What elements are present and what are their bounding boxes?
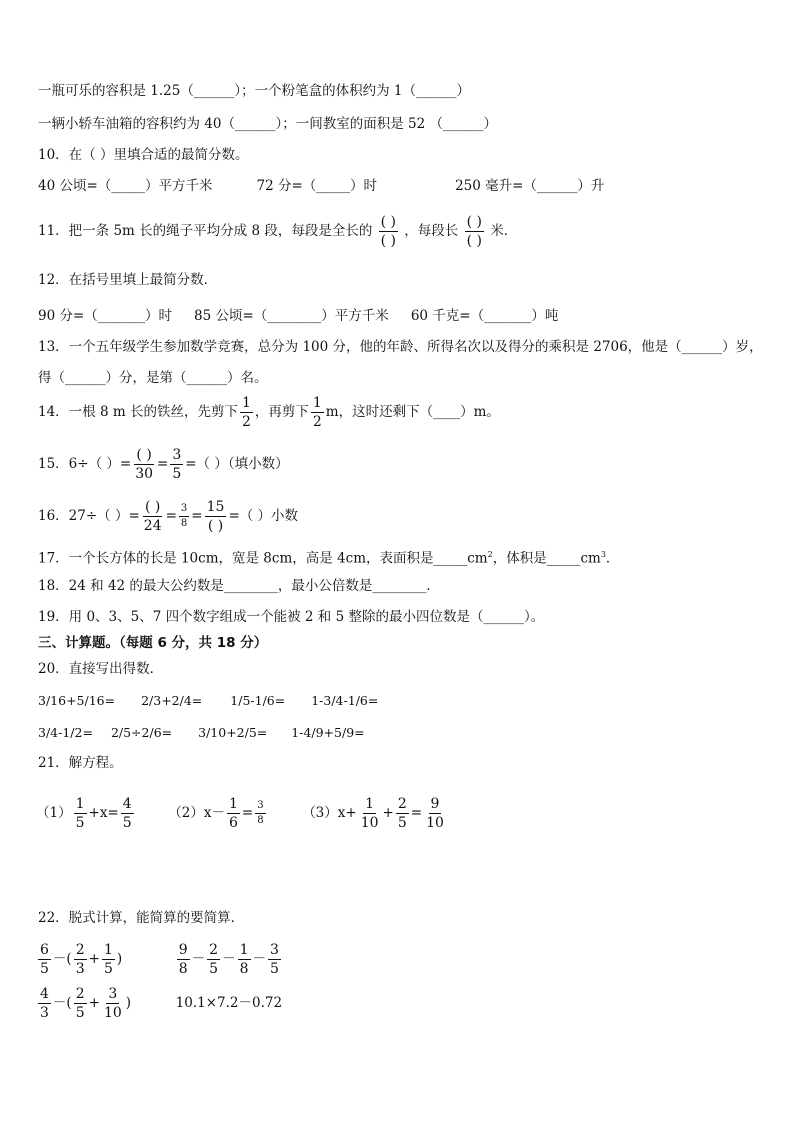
q14-unit: m: [325, 404, 339, 420]
q22-c-close: ): [125, 995, 132, 1011]
q11-fraction-1: $\frac{( )}{( )}$: [380, 214, 396, 249]
q22-c-frac-1: $\frac{4}{3}$: [40, 986, 49, 1021]
q21-equations: [36, 797, 448, 830]
q11: [38, 215, 517, 248]
q22-expr-a: [36, 942, 126, 977]
q13-line2: 得（______）分，是第（______）名。: [38, 370, 268, 386]
q10-title: 10．在（ ）里填合适的最简分数。: [38, 147, 249, 163]
q22-b-op: －: [252, 951, 266, 967]
q22-expr-b: [175, 942, 283, 977]
q21-eq1-frac-a: $\frac{1}{5}$: [75, 796, 85, 831]
q15-fraction-1: $\frac{( )}{30}$: [135, 447, 154, 482]
q21-eq3-frac-c: $\frac{9}{10}$: [426, 796, 444, 831]
q21-eq3: [302, 796, 448, 831]
q20-row-1: [38, 692, 378, 710]
q22-a-frac-1: $\frac{6}{5}$: [40, 942, 49, 977]
q21-eq1-frac-b: $\frac{4}{5}$: [122, 796, 132, 831]
q11-fraction-2: $\frac{( )}{( )}$: [466, 214, 482, 249]
q15-suffix: =（ ）（填小数）: [185, 456, 289, 472]
q11-suffix: 米．: [490, 223, 518, 239]
q22-a-op2: +: [88, 951, 100, 967]
q12-item-2: 85 公顷=（________）平方千米: [194, 308, 389, 324]
q16-fraction-3: $\frac{15}{( )}$: [206, 499, 225, 534]
q21-eq1-label: （1）: [36, 805, 72, 821]
q17-mid: ，体积是_____cm: [492, 550, 601, 567]
q14-prefix: 14．一根 8 m 长的铁丝，先剪下: [38, 404, 238, 420]
q20-expr: 1-4/9+5/9=: [291, 725, 365, 740]
q22-b-op: －: [191, 951, 206, 967]
q20-title: 20．直接写出得数．: [38, 661, 164, 677]
q22-a-close: ): [116, 951, 123, 967]
q11-mid: ，每段长: [404, 223, 459, 239]
q21-eq1: [36, 796, 140, 831]
q22-c-frac-2: $\frac{2}{5}$: [75, 986, 85, 1021]
q14-mid: ，再剪下: [254, 404, 309, 420]
q16-prefix: 16．27÷（ ）=: [38, 508, 140, 524]
q12-title: 12．在括号里填上最简分数．: [38, 272, 218, 288]
q22-a-frac-3: $\frac{1}{5}$: [103, 942, 113, 977]
q14: [38, 396, 500, 429]
q17-text: 17．一个长方体的长是 10cm，宽是 8cm，高是 4cm，表面积是_____cm: [38, 550, 488, 567]
q19: 19．用 0、3、5、7 四个数字组成一个能被 2 和 5 整除的最小四位数是（______）。: [38, 609, 545, 625]
q16-fraction-1: $\frac{( )}{24}$: [143, 499, 162, 534]
q21-eq2-eq: =: [241, 805, 254, 821]
q21-eq2-frac-a: $\frac{1}{6}$: [228, 796, 238, 831]
q21-eq1-mid: +x=: [88, 805, 119, 821]
q21-title: 21．解方程。: [38, 755, 123, 771]
q15-prefix: 15．6÷（ ）=: [38, 456, 132, 472]
q22-row-2: [36, 987, 282, 1020]
q16-suffix: =（ ）小数: [228, 508, 299, 524]
q18: 18．24 和 42 的最大公约数是________，最小公倍数是________．: [38, 578, 440, 594]
q22-expr-c: [36, 986, 135, 1021]
q22-b-frac-1: $\frac{9}{8}$: [178, 942, 188, 977]
q21-eq3-label: （3）x+: [302, 805, 357, 821]
q20-expr: 3/4-1/2=: [38, 725, 93, 740]
q17-sup-area: 2: [487, 550, 493, 559]
q15-eq: =: [157, 456, 169, 472]
q14-fraction-2: $\frac{1}{2}$: [312, 395, 322, 430]
q13-line1: 13．一个五年级学生参加数学竞赛，总分为 100 分，他的年龄、所得名次以及得分的乘积是 2706，他是（______）岁，: [38, 339, 763, 355]
q22-b-frac-3: $\frac{1}{8}$: [239, 942, 249, 977]
q14-fraction-1: $\frac{1}{2}$: [241, 395, 251, 430]
q22-row-1: [36, 943, 283, 976]
section-3-title: 三、计算题。（每题 6 分，共 18 分）: [38, 635, 268, 651]
q21-eq2-frac-b: $\frac{3}{8}$: [257, 800, 264, 826]
q15: [38, 448, 289, 481]
q17-end: ．: [605, 550, 620, 567]
q10-item-3: 250 毫升=（______）升: [455, 178, 605, 194]
q22-a-frac-2: $\frac{2}{3}$: [75, 942, 85, 977]
q17-sup-volume: 3: [600, 550, 606, 559]
q20-expr: 2/5÷2/6=: [110, 725, 173, 740]
q20-expr: 3/16+5/16=: [38, 693, 116, 708]
q22-b-frac-2: $\frac{2}{5}$: [209, 942, 219, 977]
q20-row-2: [38, 724, 365, 742]
q10-item-1: 40 公顷=（_____）平方千米: [38, 178, 213, 194]
q20-expr: 3/10+2/5=: [198, 725, 268, 740]
q22-expr-d: 10.1×7.2－0.72: [175, 995, 283, 1011]
q21-eq3-frac-a: $\frac{1}{10}$: [360, 796, 379, 831]
q15-fraction-2: $\frac{3}{5}$: [172, 447, 182, 482]
q22-c-frac-3: $\frac{3}{10}$: [103, 986, 122, 1021]
q22-b-frac-4: $\frac{3}{5}$: [270, 942, 279, 977]
q22-a-op1: －(: [52, 951, 72, 967]
q17: [38, 546, 619, 568]
q21-eq3-frac-b: $\frac{2}{5}$: [397, 796, 407, 831]
q20-expr: 1/5-1/6=: [230, 693, 286, 708]
q16-eq-1: =: [165, 508, 177, 524]
q12-item-1: 90 分=（_______）时: [38, 308, 173, 324]
q21-eq2-label: （2）x－: [168, 805, 225, 821]
q21-eq3-plus: +: [382, 805, 394, 821]
q10-items: [38, 177, 604, 195]
q12-items: [38, 307, 558, 325]
q12-item-3: 60 千克=（_______）吨: [410, 308, 559, 324]
q10-item-2: 72 分=（_____）时: [256, 178, 378, 194]
q16-fraction-2: $\frac{3}{8}$: [180, 503, 188, 529]
q16-eq-2: =: [191, 508, 203, 524]
q22-c-op1: －(: [52, 995, 72, 1011]
q14-suffix: ，这时还剩下（____）m。: [338, 404, 500, 420]
q21-eq3-eq: =: [410, 805, 423, 821]
q22-c-op2: +: [88, 995, 100, 1011]
q9-line1: 一瓶可乐的容积是 1.25（______）；一个粉笔盒的体积约为 1（______）: [38, 83, 470, 99]
q20-expr: 2/3+2/4=: [141, 693, 203, 708]
q22-b-op: －: [222, 951, 236, 967]
q20-expr: 1-3/4-1/6=: [311, 693, 379, 708]
q22-title: 22．脱式计算，能简算的要简算．: [38, 910, 245, 926]
q21-eq2: [168, 796, 272, 831]
q9-line2: 一辆小轿车油箱的容积约为 40（______）；一间教室的面积是 52 （______）: [38, 116, 497, 132]
q16: [38, 500, 298, 533]
q11-prefix: 11．把一条 5m 长的绳子平均分成 8 段，每段是全长的: [38, 223, 373, 239]
